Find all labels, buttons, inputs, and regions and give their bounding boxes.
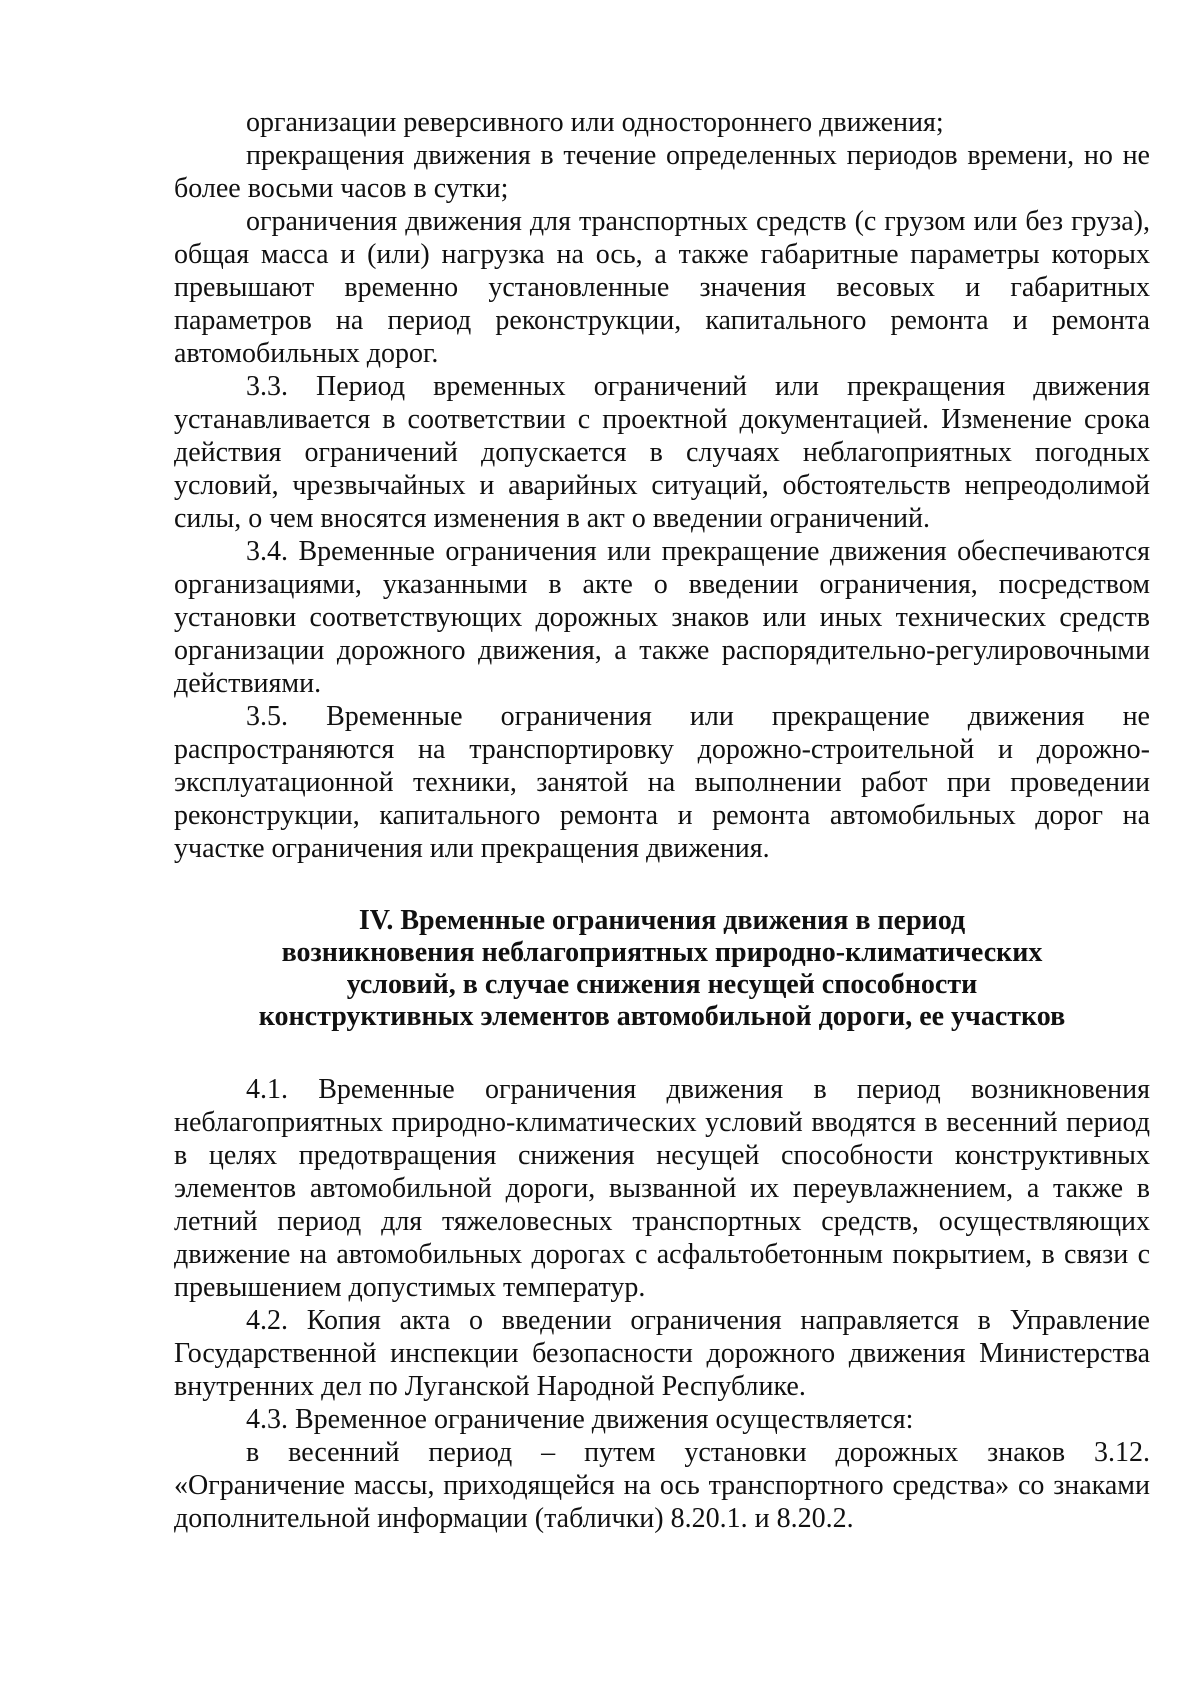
document-page [174, 106, 1150, 1535]
paragraph-reversible-traffic: организации реверсивного или одностороннего движения; [246, 107, 944, 138]
heading-line: возникновения неблагоприятных природно-климатических [281, 937, 1043, 968]
paragraph-3-3: 3.3. Период временных ограничений или прекращения движения устанавливается в соответствии с проектной документацией. Изменение срока действия ограничений допускается в случаях неблагоприятных погодных условий, чрезвычайных и аварийных ситуаций, обстоятельств непреодолимой силы, о чем вносятся изменения в акт о введении ограничений. [174, 371, 1150, 534]
paragraph-4-2: 4.2. Копия акта о введении ограничения направляется в Управление Государственной инспекции безопасности дорожного движения Министерства внутренних дел по Луганской Народной Республике. [174, 1305, 1150, 1402]
heading-line: условий, в случае снижения несущей способности [346, 969, 978, 1000]
heading-line: IV. Временные ограничения движения в период [358, 905, 966, 936]
paragraph-4-3: 4.3. Временное ограничение движения осуществляется: [246, 1404, 914, 1435]
paragraph-3-5: 3.5. Временные ограничения или прекращение движения не распространяются на транспортировку дорожно-строительной и дорожно-эксплуатационной техники, занятой на выполнении работ при проведении реконструкции, капитального ремонта и ремонта автомобильных дорог на участке ограничения или прекращения движения. [174, 701, 1150, 864]
paragraph-vehicle-restriction: ограничения движения для транспортных средств (с грузом или без груза), общая масса и (или) нагрузка на ось, а также габаритные параметры которых превышают временно установленные значения весовых и габаритных параметров на период реконструкции, капитального ремонта и ремонта автомобильных дорог. [174, 206, 1150, 369]
paragraph-3-4: 3.4. Временные ограничения или прекращение движения обеспечиваются организациями, указанными в акте о введении ограничения, посредством установки соответствующих дорожных знаков или иных технических средств организации дорожного движения, а также распорядительно-регулировочными действиями. [174, 536, 1150, 699]
paragraph-4-1: 4.1. Временные ограничения движения в период возникновения неблагоприятных природно-климатических условий вводятся в весенний период в целях предотвращения снижения несущей способности конструктивных элементов автомобильной дороги, вызванной их переувлажнением, а также в летний период для тяжеловесных транспортных средств, осуществляющих движение на автомобильных дорогах с асфальтобетонным покрытием, в связи с превышением допустимых температур. [174, 1074, 1150, 1303]
section-heading-iv [174, 905, 1150, 1033]
paragraph-spring-period: в весенний период – путем установки дорожных знаков 3.12. «Ограничение массы, приходящейся на ось транспортного средства» со знаками дополнительной информации (таблички) 8.20.1. и 8.20.2. [174, 1437, 1150, 1534]
heading-line: конструктивных элементов автомобильной дороги, ее участков [258, 1001, 1066, 1032]
paragraph-traffic-stop: прекращения движения в течение определенных периодов времени, но не более восьми часов в сутки; [174, 140, 1150, 204]
